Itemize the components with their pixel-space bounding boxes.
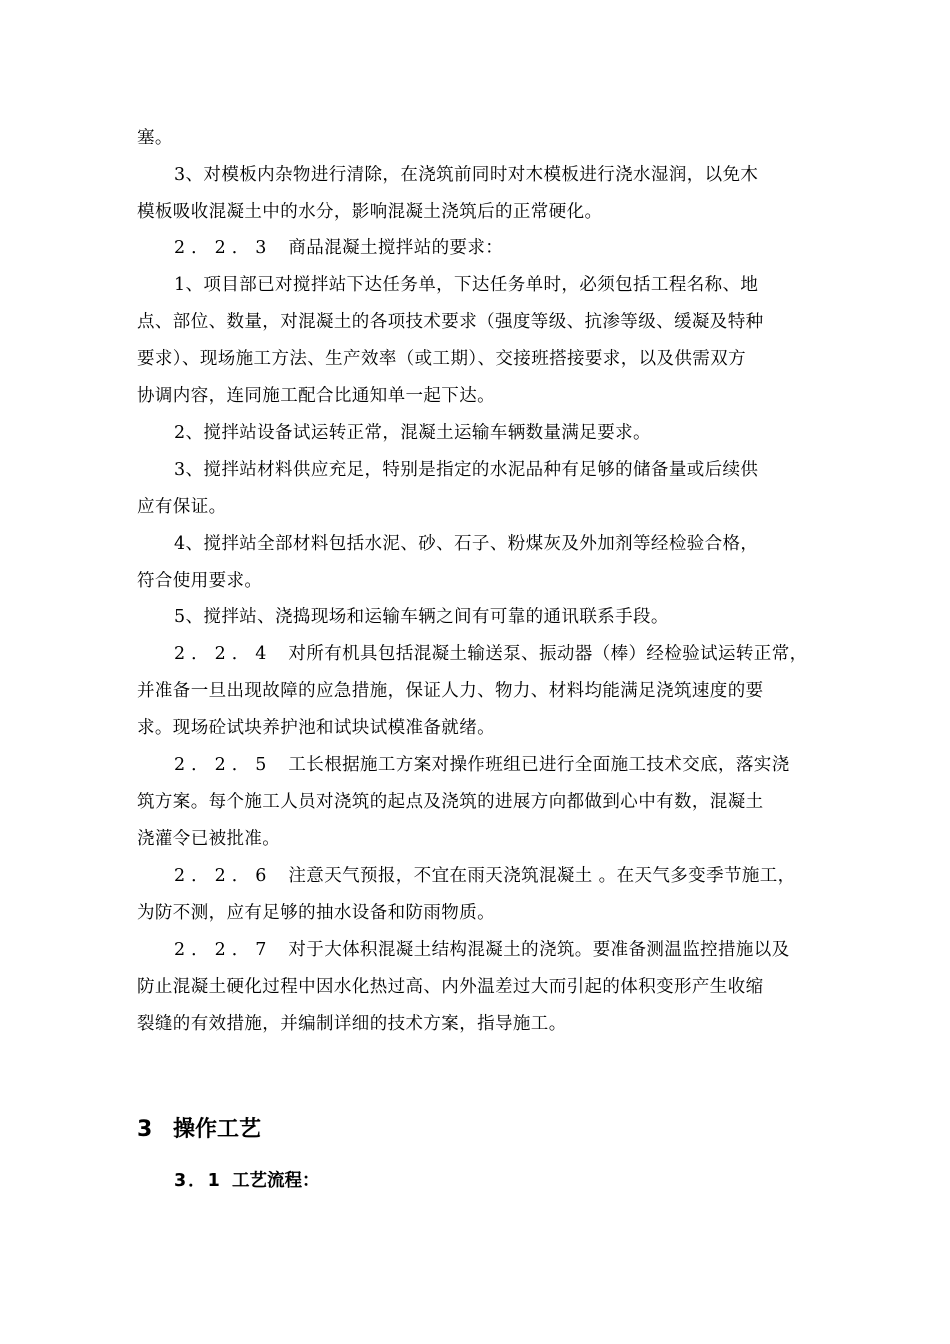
paragraph-line: 筑方案。每个施工人员对浇筑的起点及浇筑的进展方向都做到心中有数，混凝土 (137, 792, 764, 812)
paragraph-line: 并准备一旦出现故障的应急措施，保证人力、物力、材料均能满足浇筑速度的要 (137, 681, 764, 701)
paragraph-line: 点、部位、数量，对混凝土的各项技术要求（强度等级、抗渗等级、缓凝及特种 (137, 312, 764, 332)
paragraph-line: 3、搅拌站材料供应充足，特别是指定的水泥品种有足够的储备量或后续供 (174, 460, 759, 480)
subsection-heading-223: 2．2．3 商品混凝土搅拌站的要求： (174, 238, 504, 258)
paragraph-line: 符合使用要求。 (137, 571, 263, 591)
clause-227-line: 2．2．7 对于大体积混凝土结构混凝土的浇筑。要准备测温监控措施以及 (174, 940, 790, 960)
paragraph-line: 5、搅拌站、浇捣现场和运输车辆之间有可靠的通讯联系手段。 (174, 607, 669, 627)
clause-number: 2．2．6 (174, 866, 273, 886)
clause-224-line: 2．2．4 对所有机具包括混凝土输送泵、振动器（棒）经检验试运转正常， (174, 644, 808, 664)
paragraph-line: 2、搅拌站设备试运转正常，混凝土运输车辆数量满足要求。 (174, 423, 651, 443)
paragraph-line: 要求）、现场施工方法、生产效率（或工期）、交接班搭接要求，以及供需双方 (137, 349, 746, 369)
paragraph-line: 浇灌令已被批准。 (137, 829, 281, 849)
clause-226-line: 2．2．6 注意天气预报，不宜在雨天浇筑混凝土 。在天气多变季节施工， (174, 866, 796, 886)
paragraph-line: 4、搅拌站全部材料包括水泥、砂、石子、粉煤灰及外加剂等经检验合格， (174, 534, 759, 554)
subsection-number: 3．1 (174, 1171, 222, 1191)
subsection-title: 工艺流程： (232, 1171, 320, 1191)
paragraph-line: 1、项目部已对搅拌站下达任务单，下达任务单时，必须包括工程名称、地 (174, 275, 759, 295)
section-title: 操作工艺 (173, 1117, 262, 1142)
paragraph-line: 裂缝的有效措施，并编制详细的技术方案，指导施工。 (137, 1014, 567, 1034)
subsection-heading (174, 1169, 320, 1193)
paragraph-line: 应有保证。 (137, 497, 227, 517)
paragraph-line: 协调内容，连同施工配合比通知单一起下达。 (137, 386, 495, 406)
paragraph-line: 防止混凝土硬化过程中因水化热过高、内外温差过大而引起的体积变形产生收缩 (137, 977, 764, 997)
clause-number: 2．2．5 (174, 755, 273, 775)
section-number: 3 (137, 1117, 153, 1142)
paragraph-line: 塞。 (137, 128, 173, 148)
clause-number: 2．2．3 (174, 238, 273, 258)
paragraph-line: 3、对模板内杂物进行清除，在浇筑前同时对木模板进行浇水湿润，以免木 (174, 165, 759, 185)
paragraph-line: 求。现场砼试块养护池和试块试模准备就绪。 (137, 718, 495, 738)
clause-number: 2．2．4 (174, 644, 273, 664)
paragraph-line: 模板吸收混凝土中的水分，影响混凝土浇筑后的正常硬化。 (137, 202, 603, 222)
clause-number: 2．2．7 (174, 940, 273, 960)
clause-225-line: 2．2．5 工长根据施工方案对操作班组已进行全面施工技术交底，落实浇 (174, 755, 790, 775)
section-heading (137, 1115, 261, 1145)
paragraph-line: 为防不测，应有足够的抽水设备和防雨物质。 (137, 903, 495, 923)
